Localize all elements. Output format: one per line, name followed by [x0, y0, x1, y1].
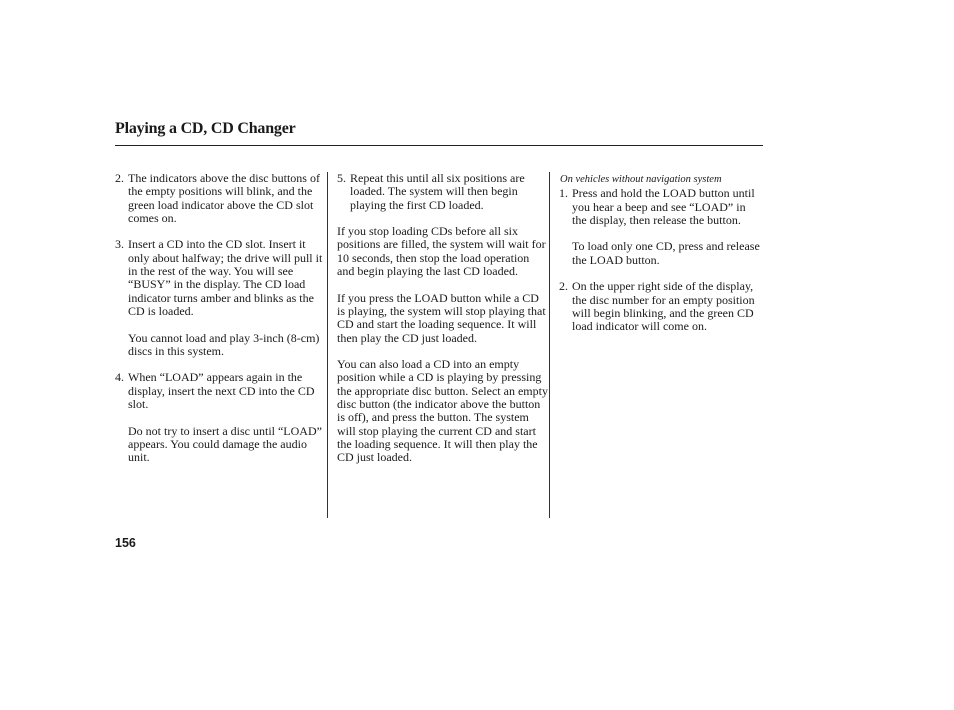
step-3 [115, 238, 325, 318]
step-5 [337, 172, 549, 212]
step-text: The indicators above the disc buttons of the empty positions will blink, and the green load indicator above the CD slot comes on. [128, 171, 320, 225]
step-number: 2. [115, 171, 124, 185]
step-1-note: To load only one CD, press and release the LOAD button. [572, 239, 760, 267]
paragraph: You can also load a CD into an empty position while a CD is playing by pressing the appropriate disc button. Select an empty disc button (the indicator above the button is off), and press the button. The system will stop playing the current CD and start the loading sequence. It will then play the CD just loaded. [337, 357, 548, 465]
column-3 [559, 172, 763, 347]
column-divider [549, 172, 550, 518]
page-title: Playing a CD, CD Changer [115, 120, 296, 137]
paragraph: If you press the LOAD button while a CD is playing, the system will stop playing that CD and start the loading sequence. It will then play the CD just loaded. [337, 290, 546, 345]
page-number: 156 [115, 536, 136, 550]
step-2 [115, 172, 325, 225]
step-text: Insert a CD into the CD slot. Insert it only about halfway; the drive will pull it in the rest of the way. You will see “BUSY” in the display. The CD load indicator turns amber and blinks as the CD is loaded. [128, 237, 323, 318]
step-number: 3. [115, 237, 124, 252]
step-text: On the upper right side of the display, the disc number for an empty position will begin blinking, and the green CD load indicator will come on. [572, 279, 755, 334]
step-text: When “LOAD” appears again in the display, insert the next CD into the CD slot. [128, 370, 315, 412]
column-1 [115, 172, 325, 478]
step-1 [559, 187, 763, 227]
step-3-note: You cannot load and play 3-inch (8-cm) discs in this system. [128, 330, 320, 358]
step-4-note: Do not try to insert a disc until “LOAD” appears. You could damage the audio unit. [128, 423, 322, 465]
step-2 [559, 280, 763, 333]
step-number: 1. [559, 186, 568, 201]
title-rule [115, 145, 763, 146]
column-2 [337, 172, 549, 478]
vehicle-note: On vehicles without navigation system [560, 174, 722, 185]
paragraph: If you stop loading CDs before all six positions are filled, the system will wait for 10 seconds, then stop the load operation and begin playing the last CD loaded. [337, 224, 546, 279]
step-number: 5. [337, 171, 346, 185]
step-4 [115, 371, 325, 411]
column-divider [327, 172, 328, 518]
step-number: 4. [115, 370, 124, 385]
step-text: Press and hold the LOAD button until you hear a beep and see “LOAD” in the display, then release the button. [572, 186, 755, 227]
step-number: 2. [559, 279, 568, 294]
step-text: Repeat this until all six positions are loaded. The system will then begin playing the first CD loaded. [350, 171, 525, 212]
